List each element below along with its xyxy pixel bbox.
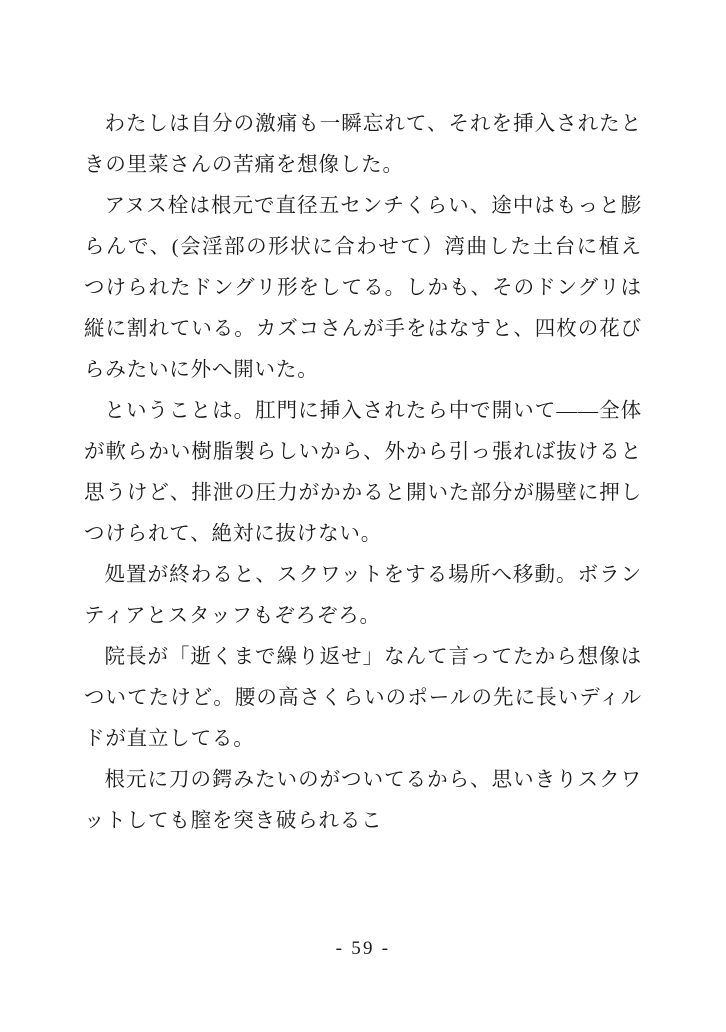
paragraph: ということは。肛門に挿入されたら中で開いて——全体が軟らかい樹脂製らしいから、外から引っ張れば抜けると思うけど、排泄の圧力がかかると開いた部分が腸壁に押しつけられて、絶対に抜けない。: [84, 400, 642, 545]
paragraph: 根元に刀の鍔みたいのがついてるから、思いきりスクワットしても膣を突き破られるこ: [84, 769, 642, 832]
paragraph: わたしは自分の激痛も一瞬忘れて、それを挿入されたときの里菜さんの苦痛を想像した。: [84, 113, 642, 176]
page-body: [84, 104, 642, 842]
page-number: - 59 -: [335, 938, 391, 959]
paragraph: 処置が終わると、スクワットをする場所へ移動。ボランティアとスタッフもぞろぞろ。: [84, 564, 642, 627]
paragraph: 院長が「逝くまで繰り返せ」なんて言ってたから想像はついてたけど。腰の高さくらいのポールの先に長いディルドが直立してる。: [84, 646, 642, 750]
paragraph: アヌス栓は根元で直径五センチくらい、途中はもっと膨らんで、(会淫部の形状に合わせて）湾曲した土台に植えつけられたドングリ形をしてる。しかも、そのドングリは縦に割れている。カズコさんが手をはなすと、四枚の花びらみたいに外へ開いた。: [84, 195, 642, 381]
